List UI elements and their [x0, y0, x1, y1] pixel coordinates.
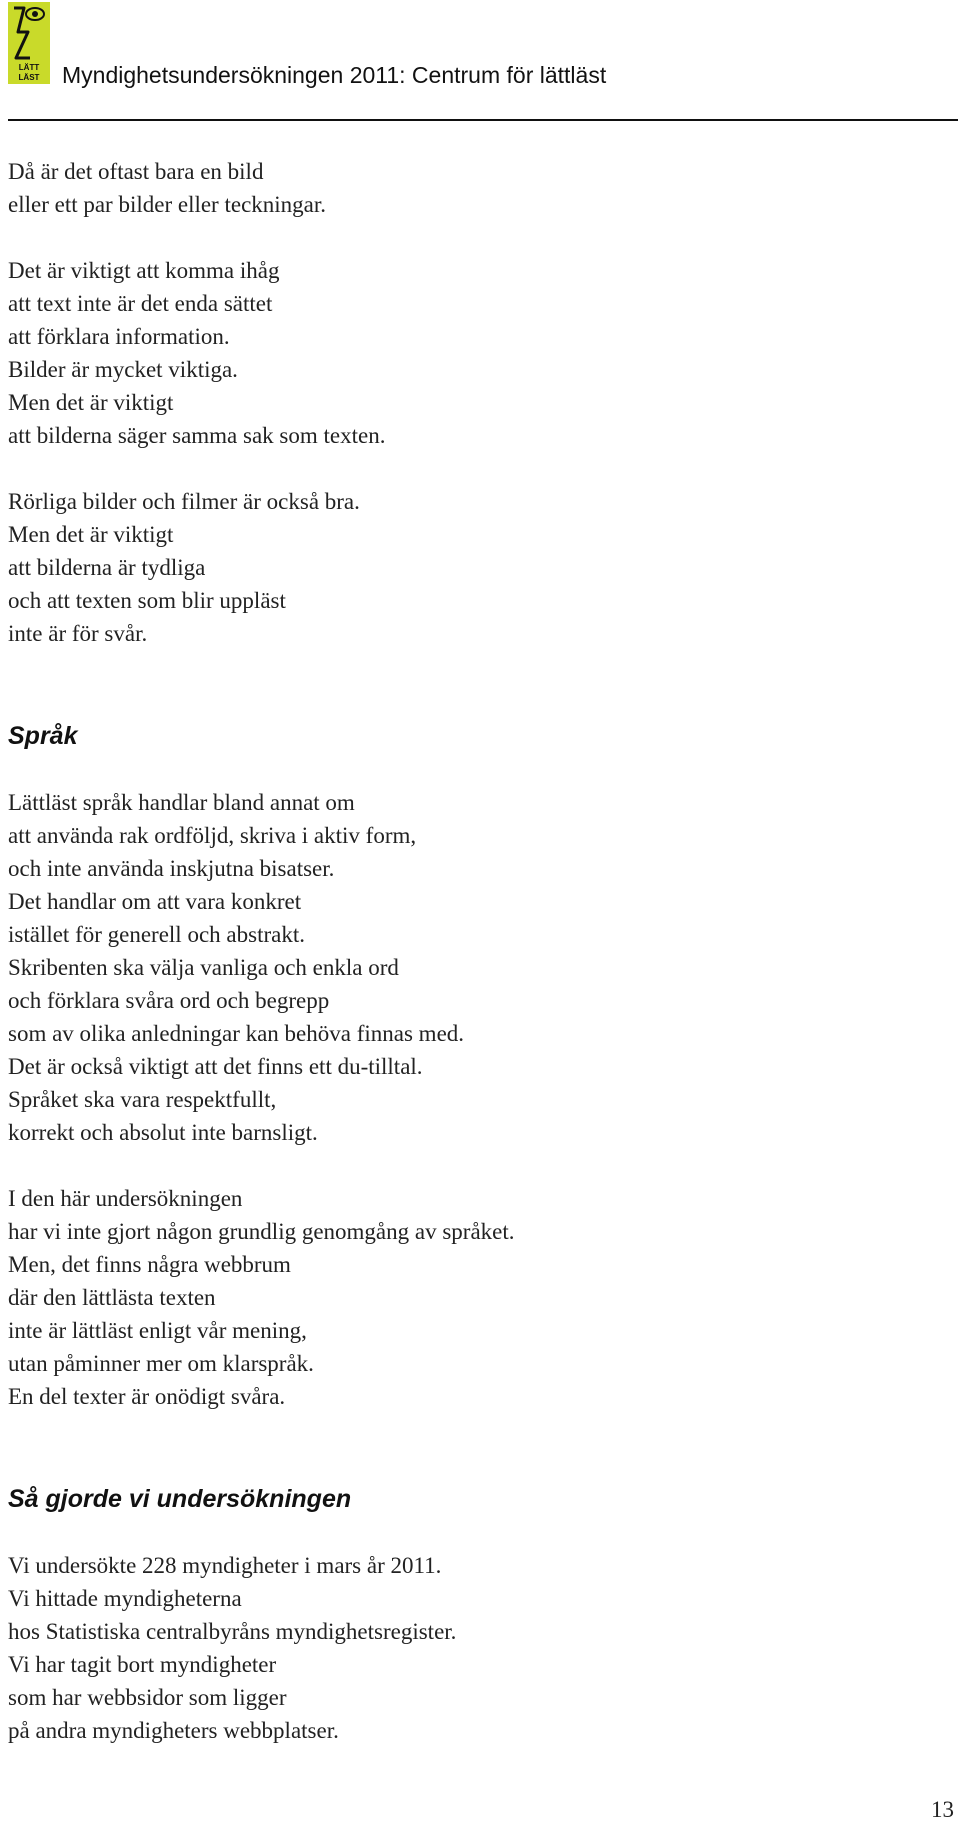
text-line: Språket ska vara respektfullt,: [8, 1087, 277, 1112]
text-line: inte är för svår.: [8, 621, 148, 646]
text-line: Lättläst språk handlar bland annat om: [8, 790, 355, 815]
logo-text-line-1: LÄTT: [18, 63, 40, 72]
paragraph: [8, 155, 948, 221]
text-line: att använda rak ordföljd, skriva i aktiv form,: [8, 823, 417, 848]
paragraph: [8, 786, 948, 1149]
section-heading-method: Så gjorde vi undersökningen: [8, 1485, 352, 1513]
paragraph: [8, 254, 948, 452]
header-title: Myndighetsundersökningen 2011: Centrum för lättläst: [62, 62, 607, 88]
text-line: En del texter är onödigt svåra.: [8, 1384, 286, 1409]
text-line: eller ett par bilder eller teckningar.: [8, 192, 327, 217]
text-line: Vi hittade myndigheterna: [8, 1586, 242, 1611]
text-line: och inte använda inskjutna bisatser.: [8, 856, 335, 881]
header-divider: [8, 119, 958, 121]
section-heading-sprak: Språk: [8, 722, 78, 750]
document-body: [8, 155, 948, 1747]
text-line: att bilderna är tydliga: [8, 555, 206, 580]
text-line: Skribenten ska välja vanliga och enkla ord: [8, 955, 399, 980]
text-line: att text inte är det enda sättet: [8, 291, 273, 316]
paragraph: [8, 1182, 948, 1413]
text-line: där den lättlästa texten: [8, 1285, 216, 1310]
text-line: istället för generell och abstrakt.: [8, 922, 305, 947]
text-line: Rörliga bilder och filmer är också bra.: [8, 489, 360, 514]
text-line: Bilder är mycket viktiga.: [8, 357, 238, 382]
text-line: korrekt och absolut inte barnsligt.: [8, 1120, 318, 1145]
text-line: Vi har tagit bort myndigheter: [8, 1652, 277, 1677]
text-line: inte är lättläst enligt vår mening,: [8, 1318, 307, 1343]
logo-mark: [8, 2, 50, 84]
text-line: Det är viktigt att komma ihåg: [8, 258, 280, 283]
text-line: som har webbsidor som ligger: [8, 1685, 287, 1710]
text-line: Vi undersökte 228 myndigheter i mars år 2011.: [8, 1553, 442, 1578]
text-line: som av olika anledningar kan behöva finnas med.: [8, 1021, 465, 1046]
paragraph: [8, 1549, 948, 1747]
page-number: 13: [931, 1797, 954, 1822]
text-line: att bilderna säger samma sak som texten.: [8, 423, 386, 448]
text-line: har vi inte gjort någon grundlig genomgång av språket.: [8, 1219, 515, 1244]
latt-last-logo: [8, 2, 50, 84]
text-line: på andra myndigheters webbplatser.: [8, 1718, 339, 1743]
text-line: hos Statistiska centralbyråns myndighetsregister.: [8, 1619, 457, 1644]
logo-text-line-2: LÄST: [18, 73, 40, 82]
paragraph: [8, 485, 948, 650]
text-line: Men det är viktigt: [8, 390, 174, 415]
text-line: och att texten som blir uppläst: [8, 588, 286, 613]
text-line: utan påminner mer om klarspråk.: [8, 1351, 314, 1376]
text-line: Det handlar om att vara konkret: [8, 889, 302, 914]
text-line: Det är också viktigt att det finns ett du-tilltal.: [8, 1054, 423, 1079]
text-line: Men, det finns några webbrum: [8, 1252, 291, 1277]
text-line: I den här undersökningen: [8, 1186, 243, 1211]
text-line: Då är det oftast bara en bild: [8, 159, 264, 184]
text-line: och förklara svåra ord och begrepp: [8, 988, 330, 1013]
text-line: att förklara information.: [8, 324, 230, 349]
text-line: Men det är viktigt: [8, 522, 174, 547]
